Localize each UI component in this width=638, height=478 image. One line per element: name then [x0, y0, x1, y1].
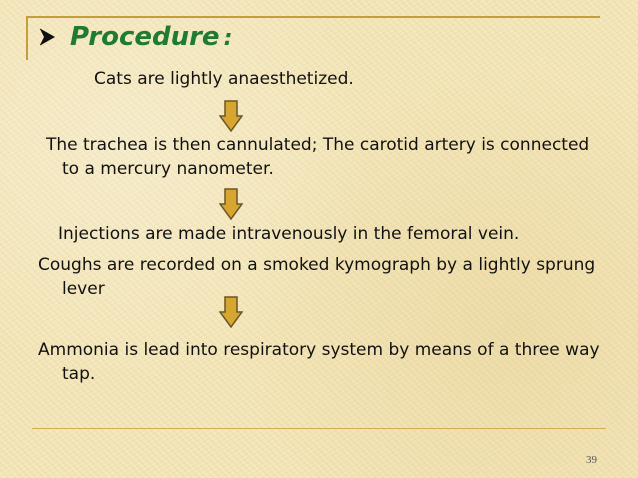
- procedure-step-anaesthesia: Cats are lightly anaesthetized.: [94, 69, 354, 89]
- arrowhead-bullet-icon: [38, 28, 56, 46]
- down-arrow-icon: [219, 296, 243, 328]
- slide-title: [70, 22, 232, 52]
- procedure-step-recording: Coughs are recorded on a smoked kymograph by a lightly sprung: [38, 255, 596, 275]
- procedure-step-ammonia-continued: tap.: [62, 364, 96, 384]
- down-arrow-icon: [219, 188, 243, 220]
- title-colon: :: [223, 26, 233, 51]
- page-number: 39: [586, 454, 597, 466]
- left-accent-line: [26, 16, 28, 60]
- procedure-step-cannulation: The trachea is then cannulated; The carotid artery is connected: [46, 135, 590, 155]
- title-text: Procedure: [70, 22, 220, 52]
- procedure-step-cannulation-continued: to a mercury nanometer.: [62, 159, 274, 179]
- down-arrow-icon: [219, 100, 243, 132]
- bottom-accent-line: [32, 428, 606, 429]
- procedure-step-recording-continued: lever: [62, 279, 105, 299]
- top-accent-line: [26, 16, 600, 18]
- procedure-step-injection: Injections are made intravenously in the femoral vein.: [58, 224, 520, 244]
- procedure-step-ammonia: Ammonia is lead into respiratory system by means of a three way: [38, 340, 600, 360]
